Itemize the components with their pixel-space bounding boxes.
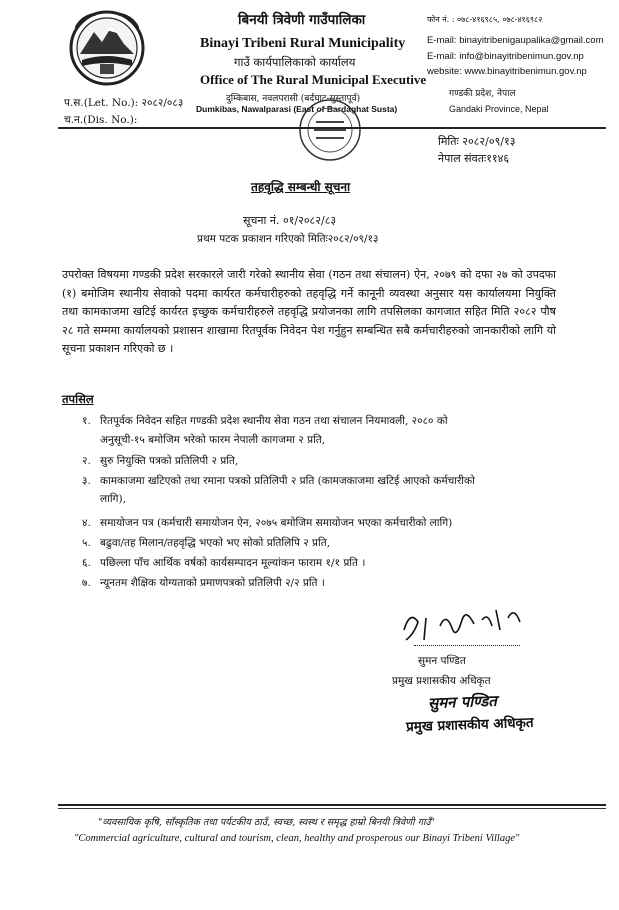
dispatch-number: च.न.(Dis. No.): [64, 114, 138, 126]
signatory-name: सुमन पण्डित [418, 655, 466, 667]
item-number: ४. [82, 517, 91, 529]
phone: फोन नं. : ०७८-४१६९८५, ०७८-४१६९८२ [427, 15, 543, 24]
name-stamp: सुमन पण्डित [427, 691, 498, 713]
email-1[interactable]: E-mail: binayitribenigaupalika@gmail.com [427, 35, 604, 46]
designation-stamp: प्रमुख प्रशासकीय अधिकृत [405, 714, 534, 736]
item-text: अनुसूची-१५ बमोजिम भरेको फारम नेपाली कागजमा २ प्रति, [100, 434, 326, 446]
letter-number: प.स.(Let. No.): २०८२/०८३ [64, 97, 184, 109]
item-number: १. [82, 415, 91, 427]
municipality-logo [62, 8, 152, 88]
item-number: ५. [82, 537, 91, 549]
website[interactable]: website: www.binayitribenimun.gov.np [427, 66, 587, 77]
address-np: दुम्किबास, नवलपरासी (बर्दघाट-सुस्तापूर्व) [226, 94, 361, 104]
date: मितिः २०८२/०९/१३ [438, 135, 516, 148]
notice-body: उपरोक्त विषयमा गण्डकी प्रदेश सरकारले जारी गरेको स्थानीय सेवा (गठन तथा संचालन) ऐन, २०७९ को दफा २७ को उपदफा (१) बमोजिम स्थानीय सेवाको पदमा कार्यरत कर्मचारीहरुको तहवृद्धि गर्ने कानूनी व्यवस्था अनुसार यस कार्यालयमा नियुक्ति तथा कामकाजमा खटिई कार्यरत इच्छुक कर्मचारीहरुले तहवृद्धि प्रयोजनका लागि तपसिलका कागजात सहित मिति २०८२ पौष २८ गते सम्ममा कार्यालयको प्रशासन शाखामा रितपूर्वक निवेदन पेश गर्नुहुन सम्बन्धित सबै कर्मचारीहरुको जानकारीको लागि यो सूचना प्रकाशन गरिएको छ । [62, 268, 556, 355]
office-stamp [296, 92, 364, 168]
footer-slogan-en: "Commercial agriculture, cultural and tourism, clean, healthy and prosperous our Binayi Tribeni Village" [74, 833, 520, 844]
province-np: गण्डकी प्रदेश, नेपाल [449, 89, 516, 99]
office-en: Office of The Rural Municipal Executive [200, 72, 427, 87]
address-en: Dumkibas, Nawalparasi (East of Bardaghat Susta) [196, 104, 398, 114]
notice-title: तहवृद्धि सम्बन्धी सूचना [251, 180, 351, 194]
item-text: समायोजन पत्र (कर्मचारी समायोजन ऐन, २०७५ बमोजिम समायोजन भएका कर्मचारीको लागि) [100, 517, 453, 529]
footer-divider [58, 804, 606, 806]
title-np: बिनयी त्रिवेणी गाउँपालिका [238, 12, 366, 28]
title-en: Binayi Tribeni Rural Municipality [200, 36, 406, 51]
footer-divider-thin [58, 808, 606, 809]
item-text: लागि), [100, 493, 126, 505]
notice-number: सूचना नं. ०१/२०८२/८३ [243, 214, 337, 227]
item-text: पछिल्ला पाँच आर्थिक वर्षको कार्यसम्पादन मूल्यांकन फाराम १/१ प्रति । [100, 557, 366, 569]
province-en: Gandaki Province, Nepal [449, 104, 549, 114]
item-text: न्यूनतम शैक्षिक योग्यताको प्रमाणपत्रको प्रतिलिपी २/२ प्रति । [100, 577, 325, 589]
office-np: गाउँ कार्यपालिकाको कार्यालय [234, 55, 356, 69]
footer-slogan-np: "व्यवसायिक कृषि, साँस्कृतिक तथा पर्यटकीय ठाउँ, स्वच्छ, स्वस्थ र समृद्ध हाम्रो बिनयी त्रिवेणी गाउँ" [98, 817, 436, 828]
item-text: बढुवा/तह मिलान/तहवृद्धि भएको भए सोको प्रतिलिपि २ प्रति, [100, 537, 331, 549]
nepal-sambat: नेपाल संवतः११४६ [438, 152, 510, 165]
list-heading: तपसिल [62, 392, 94, 406]
item-text: रितपूर्वक निवेदन सहित गण्डकी प्रदेश स्थानीय सेवा गठन तथा संचालन नियमावली, २०८० को [100, 415, 448, 427]
item-text: कामकाजमा खटिएको तथा रमाना पत्रको प्रतिलिपी २ प्रति (कामजकाजमा खटिई आएको कर्मचारीको [100, 475, 475, 487]
item-number: ३. [82, 475, 91, 487]
handwritten-signature [396, 600, 536, 650]
first-publish-date: प्रथम पटक प्रकाशन गरिएको मितिः२०८२/०९/१३ [197, 233, 379, 245]
email-2[interactable]: E-mail: info@binayitribenimun.gov.np [427, 51, 584, 62]
item-text: सुरु नियुक्ति पत्रको प्रतिलिपी २ प्रति, [100, 455, 239, 467]
signatory-designation: प्रमुख प्रशासकीय अधिकृत [392, 675, 491, 687]
header-divider [58, 127, 606, 129]
item-number: ७. [82, 577, 91, 589]
item-number: २. [82, 455, 91, 467]
item-number: ६. [82, 557, 91, 569]
signature-line [414, 645, 520, 646]
